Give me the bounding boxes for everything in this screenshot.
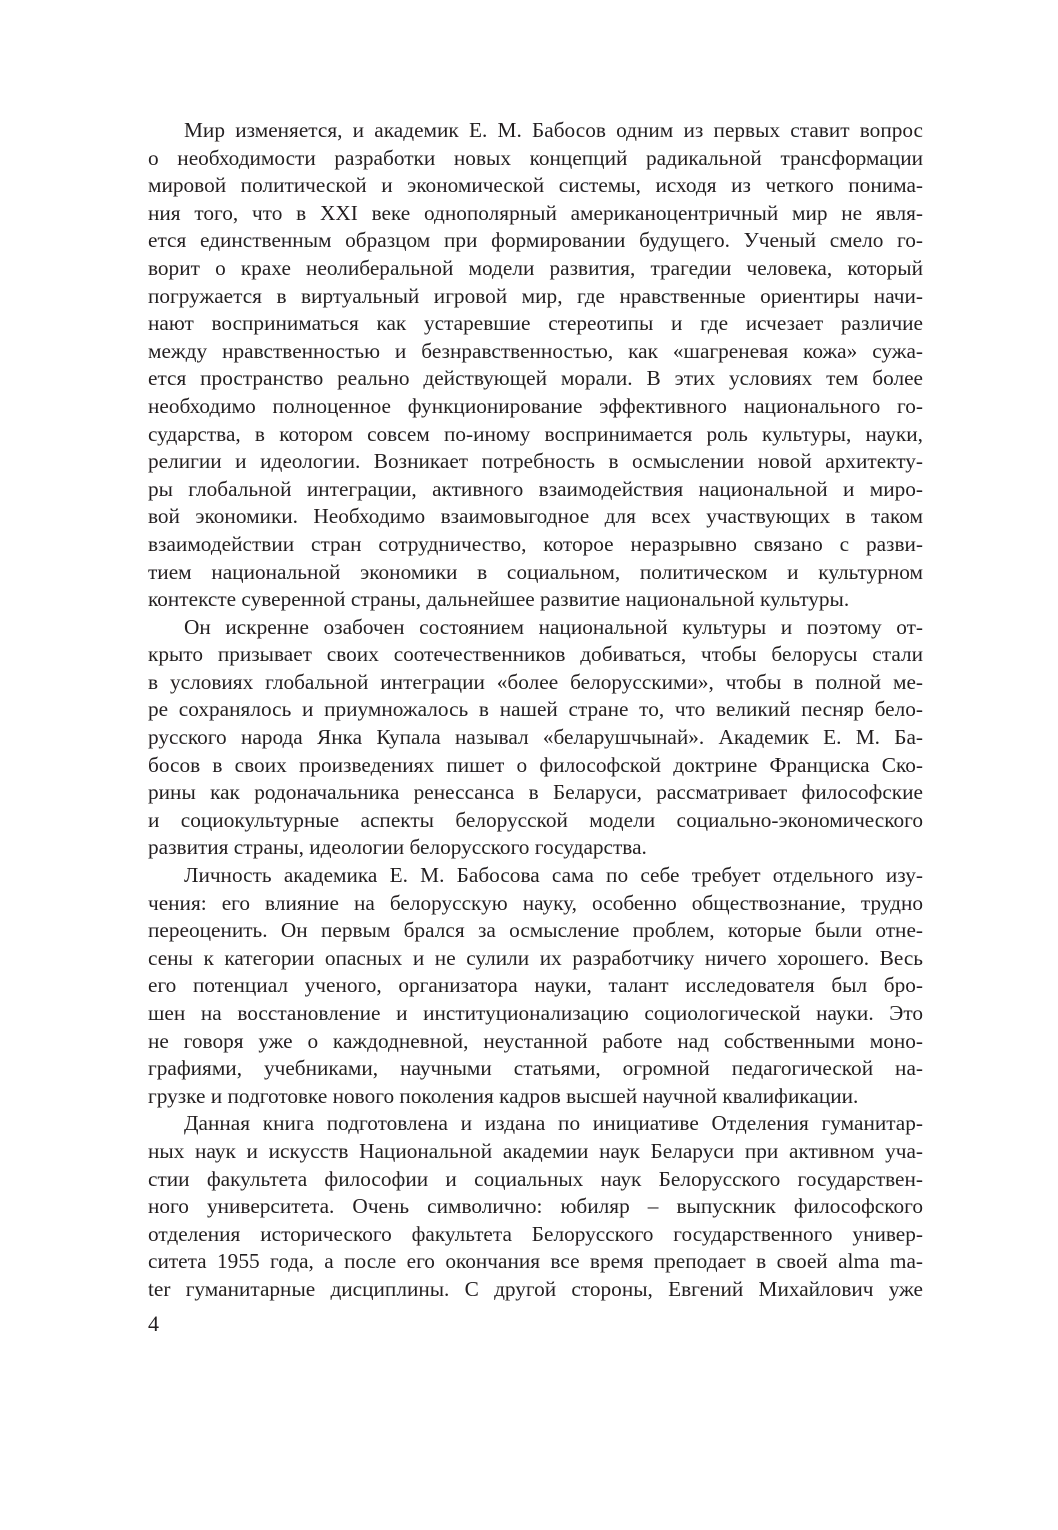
text-line: русского народа Янка Купала называл «беларушчынай». Академик Е. М. Ба- (148, 725, 923, 750)
text-line: Мир изменяется, и академик Е. М. Бабосов одним из первых ставит вопрос (184, 118, 923, 142)
text-line: не говоря уже о каждодневной, неустанной работе над собственными моно- (148, 1028, 923, 1053)
text-line: ных наук и искусств Национальной академии наук Беларуси при активном уча- (148, 1138, 923, 1163)
text-line: ситета 1955 года, а после его окончания все время преподает в своей alma ma- (148, 1249, 923, 1274)
text-line: религии и идеологии. Возникает потребность в осмыслении новой архитекту- (148, 449, 923, 474)
text-line: погружается в виртуальный игровой мир, где нравственные ориентиры начи- (148, 283, 923, 308)
text-line: босов в своих произведениях пишет о философской доктрине Франциска Ско- (148, 752, 923, 777)
paragraph-3 (148, 862, 923, 1110)
text-line: и социокультурные аспекты белорусской модели социально-экономического (148, 807, 923, 832)
page-number: 4 (148, 1311, 159, 1336)
text-line: нают восприниматься как устаревшие стереотипы и где исчезает различие (148, 311, 923, 336)
text-line: ter гуманитарные дисциплины. С другой стороны, Евгений Михайлович уже (148, 1276, 923, 1301)
text-line: графиями, учебниками, научными статьями, огромной педагогической на- (148, 1056, 923, 1081)
text-line: ре сохранялось и приумножалось в нашей стране то, что великий песняр бело- (148, 697, 923, 722)
text-line: переоценить. Он первым брался за осмысление проблем, которые были отне- (148, 918, 923, 943)
body-text (148, 117, 923, 1304)
text-line: ется единственным образцом при формировании будущего. Ученый смело го- (148, 228, 923, 253)
text-line: ворит о крахе неолиберальной модели развития, трагедии человека, который (148, 255, 923, 280)
text-line: рины как родоначальника ренессанса в Беларуси, рассматривает философские (148, 780, 923, 805)
text-line: вой экономики. Необходимо взаимовыгодное для всех участвующих в таком (148, 504, 923, 529)
text-line: крыто призывает своих соотечественников добиваться, чтобы белорусы стали (148, 642, 923, 667)
text-line: ется пространство реально действующей морали. В этих условиях тем более (148, 366, 923, 391)
text-line: необходимо полноценное функционирование эффективного национального го- (148, 393, 923, 418)
text-line: его потенциал ученого, организатора науки, талант исследователя был бро- (148, 973, 923, 998)
text-line: сены к категории опасных и не сулили их разработчику ничего хорошего. Весь (148, 945, 923, 970)
text-line: сударства, в котором совсем по-иному воспринимается роль культуры, науки, (148, 421, 923, 446)
paragraph-1 (148, 117, 923, 614)
text-line: чения: его влияние на белорусскую науку, особенно обществознание, трудно (148, 890, 923, 915)
text-line: Личность академика Е. М. Бабосова сама по себе требует отдельного изу- (184, 863, 923, 888)
text-line: контексте суверенной страны, дальнейшее развитие национальной культуры. (148, 587, 850, 612)
text-line: отделения исторического факультета Белорусского государственного универ- (148, 1221, 923, 1246)
text-line: ры глобальной интеграции, активного взаимодействия национальной и миро- (148, 476, 923, 501)
text-line: тием национальной экономики в социальном, политическом и культурном (148, 559, 923, 584)
text-line: мировой политической и экономической системы, исходя из четкого понима- (148, 173, 923, 198)
paragraph-4 (148, 1110, 923, 1303)
text-line: развития страны, идеологии белорусского государства. (148, 835, 647, 860)
text-line: между нравственностью и безнравственностью, как «шагреневая кожа» сужа- (148, 338, 923, 363)
text-line: в условиях глобальной интеграции «более белорусскими», чтобы в полной ме- (148, 669, 923, 694)
text-line: ного университета. Очень символично: юбиляр – выпускник философского (148, 1194, 923, 1219)
text-line: о необходимости разработки новых концепций радикальной трансформации (148, 145, 923, 170)
text-line: стии факультета философии и социальных наук Белорусского государствен- (148, 1166, 923, 1191)
text-line: Данная книга подготовлена и издана по инициативе Отделения гуманитар- (184, 1111, 923, 1136)
text-line: ния того, что в XXI веке однополярный американоцентричный мир не явля- (148, 200, 923, 225)
text-line: грузке и подготовке нового поколения кадров высшей научной квалификации. (148, 1083, 859, 1108)
paragraph-2 (148, 614, 923, 862)
text-line: Он искренне озабочен состоянием национальной культуры и поэтому от- (184, 614, 923, 639)
text-line: взаимодействии стран сотрудничество, которое неразрывно связано с разви- (148, 531, 923, 556)
text-line: шен на восстановление и институционализацию социологической науки. Это (148, 1001, 923, 1025)
